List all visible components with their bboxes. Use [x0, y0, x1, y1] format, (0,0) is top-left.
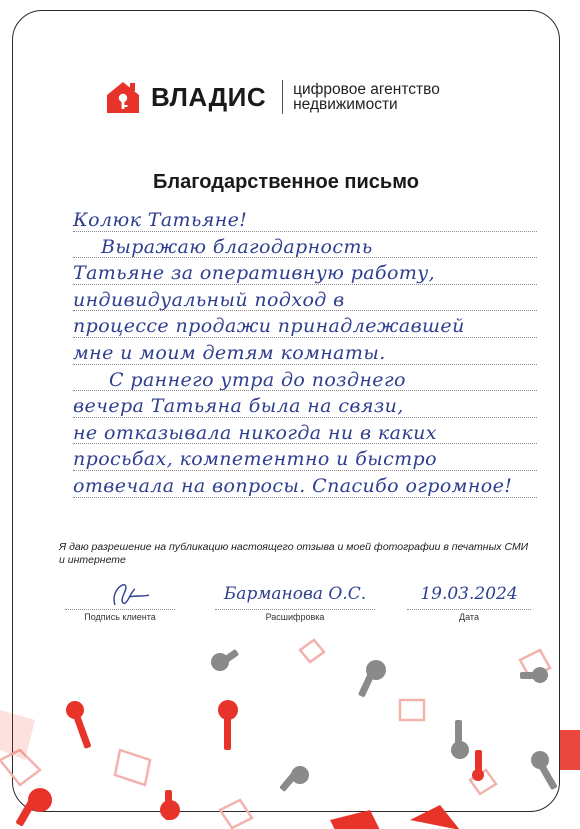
decoding-caption: Расшифровка — [265, 612, 325, 622]
tagline-line-2: недвижимости — [293, 96, 398, 113]
date-value: 19.03.2024 — [407, 579, 531, 610]
letter-line: мне и моим детям комнаты. — [73, 338, 537, 365]
decoding-value: Барманова О.С. — [215, 579, 375, 610]
logo-divider — [282, 80, 283, 114]
letter-line-greeting: Колюк Татьяне! — [73, 205, 537, 232]
client-signature-caption: Подпись клиента — [84, 612, 156, 622]
date-caption: Дата — [459, 612, 479, 622]
letter-line: не отказывала никогда ни в каких — [73, 418, 537, 445]
handwritten-letter — [73, 205, 537, 498]
brand-name: ВЛАДИС — [151, 81, 267, 112]
letter-line: индивидуальный подход в — [73, 285, 537, 312]
letter-line: С раннего утра до позднего — [73, 365, 537, 392]
tagline-line-1: цифровое агентство — [293, 81, 440, 98]
letter-line: Татьяне за оперативную работу, — [73, 258, 537, 285]
letter-line: просьбах, компетентно и быстро — [73, 444, 537, 471]
signature-scribble — [85, 579, 155, 609]
letter-line: Выражаю благодарность — [73, 232, 537, 259]
keys-decoration — [0, 610, 580, 829]
house-logo-icon — [103, 79, 143, 115]
company-logo — [103, 77, 440, 117]
publication-consent: Я даю разрешение на публикацию настоящего отзыва и моей фотографии в печатных СМИ и интернете — [59, 541, 529, 566]
letter-title: Благодарственное письмо — [153, 171, 419, 193]
letter-line: отвечала на вопросы. Спасибо огромное! — [73, 471, 537, 498]
brand-tagline — [293, 82, 440, 112]
letter-line: вечера Татьяна была на связи, — [73, 391, 537, 418]
letter-line: процессе продажи принадлежавшей — [73, 311, 537, 338]
client-signature — [65, 579, 175, 610]
